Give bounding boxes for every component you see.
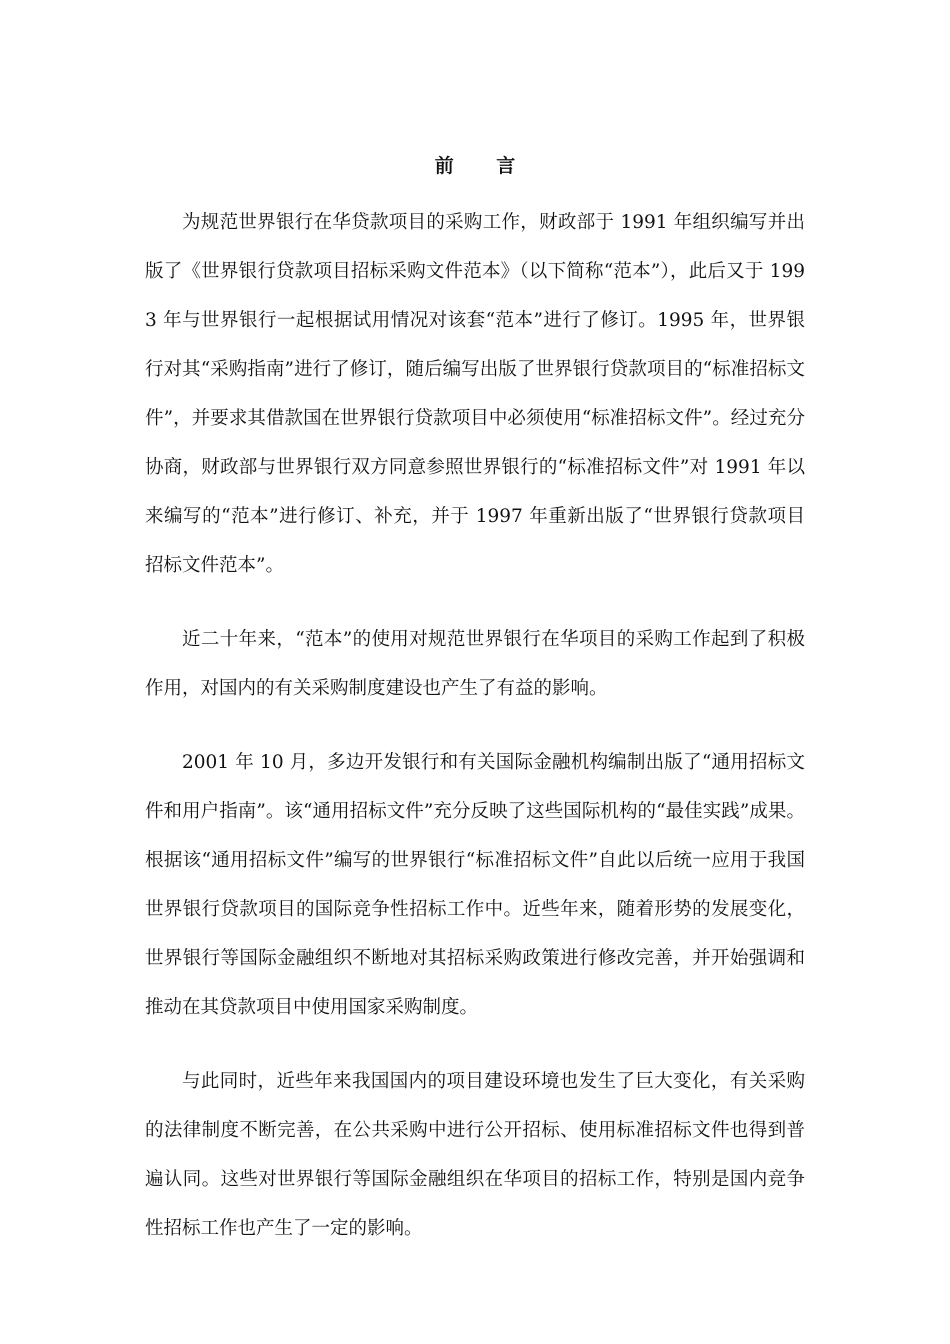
- page-title: 前 言: [434, 155, 534, 177]
- paragraph-3: 2001 年 10 月，多边开发银行和有关国际金融机构编制出版了“通用招标文件和用户指南”。该“通用招标文件”充分反映了这些国际机构的“最佳实践”成果。根据该“通用招标文件”编写的世界银行“标准招标文件”自此以后统一应用于我国世界银行贷款项目的国际竞争性招标工作中。近些年来，随着形势的发展变化，世界银行等国际金融组织不断地对其招标采购政策进行修改完善，并开始强调和推动在其贷款项目中使用国家采购制度。: [145, 752, 805, 1018]
- paragraph-2: 近二十年来，“范本”的使用对规范世界银行在华项目的采购工作起到了积极作用，对国内的有关采购制度建设也产生了有益的影响。: [145, 629, 805, 699]
- paragraph-4: 与此同时，近些年来我国国内的项目建设环境也发生了巨大变化，有关采购的法律制度不断完善，在公共采购中进行公开招标、使用标准招标文件也得到普遍认同。这些对世界银行等国际金融组织在华项目的招标工作，特别是国内竞争性招标工作也产生了一定的影响。: [145, 1071, 805, 1239]
- paragraph-1: 为规范世界银行在华贷款项目的采购工作，财政部于 1991 年组织编写并出版了《世界银行贷款项目招标采购文件范本》（以下简称“范本”），此后又于 1993 年与世界银行一起根据试用情况对该套“范本”进行了修订。1995 年，世界银行对其“采购指南”进行了修订，随后编写出版了世界银行贷款项目的“标准招标文件”，并要求其借款国在世界银行贷款项目中必须使用“标准招标文件”。经过充分协商，财政部与世界银行双方同意参照世界银行的“标准招标文件”对 1991 年以来编写的“范本”进行修订、补充，并于 1997 年重新出版了“世界银行贷款项目招标文件范本”。: [145, 212, 805, 576]
- document-page: [145, 146, 805, 1253]
